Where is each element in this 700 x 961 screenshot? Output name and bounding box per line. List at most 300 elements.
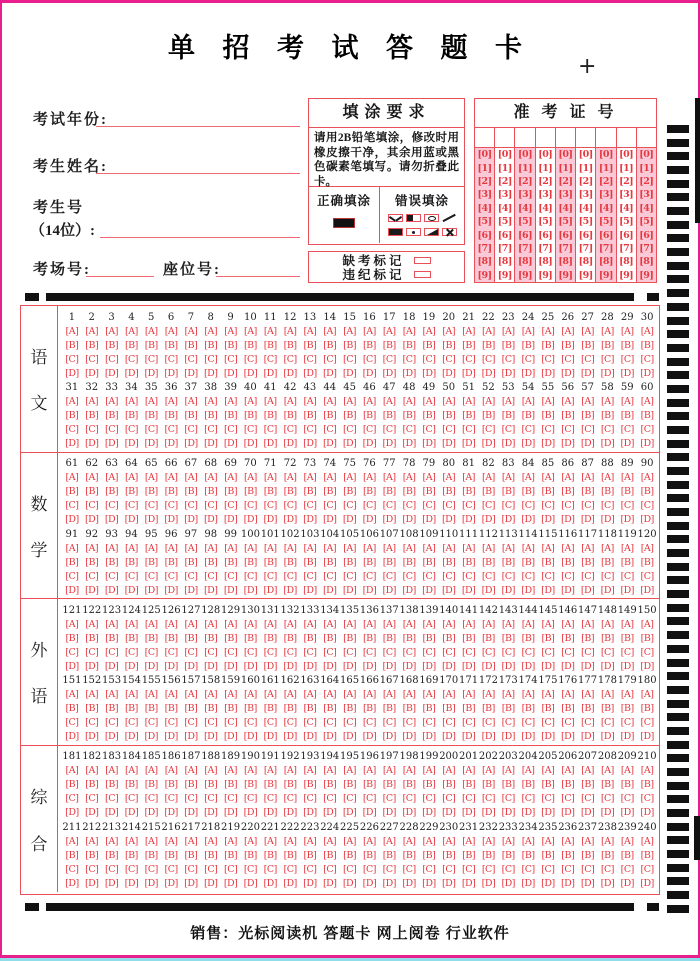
answer-bubble[interactable]: [A] xyxy=(244,618,257,630)
answer-bubble[interactable]: [C] xyxy=(501,500,515,512)
answer-bubble[interactable]: [C] xyxy=(124,717,138,729)
answer-bubble[interactable]: [A] xyxy=(144,689,158,701)
answer-bubble[interactable]: [B] xyxy=(462,410,476,422)
answer-bubble[interactable]: [C] xyxy=(561,717,575,729)
answer-bubble[interactable]: [B] xyxy=(481,556,495,568)
admission-digit-bubble[interactable]: [1] xyxy=(538,162,553,174)
answer-bubble[interactable]: [A] xyxy=(541,835,555,847)
answer-bubble[interactable]: [C] xyxy=(620,500,634,512)
answer-bubble[interactable]: [B] xyxy=(521,632,535,644)
answer-bubble[interactable]: [D] xyxy=(580,367,595,379)
answer-bubble[interactable]: [A] xyxy=(263,835,277,847)
answer-bubble[interactable]: [B] xyxy=(382,339,396,351)
answer-bubble[interactable]: [C] xyxy=(362,646,376,658)
answer-bubble[interactable]: [B] xyxy=(144,779,158,791)
answer-bubble[interactable]: [A] xyxy=(620,618,634,630)
answer-bubble[interactable]: [B] xyxy=(600,779,614,791)
answer-bubble[interactable]: [D] xyxy=(422,367,436,379)
answer-bubble[interactable]: [C] xyxy=(600,570,614,582)
admission-writein-cell[interactable] xyxy=(475,128,495,147)
answer-bubble[interactable]: [B] xyxy=(581,632,595,644)
answer-bubble[interactable]: [C] xyxy=(144,717,158,729)
answer-bubble[interactable]: [B] xyxy=(204,410,218,422)
answer-bubble[interactable]: [B] xyxy=(581,849,595,861)
answer-bubble[interactable]: [A] xyxy=(283,835,297,847)
answer-bubble[interactable]: [A] xyxy=(164,835,178,847)
answer-bubble[interactable]: [B] xyxy=(541,486,555,498)
answer-bubble[interactable]: [A] xyxy=(303,689,317,701)
answer-bubble[interactable]: [A] xyxy=(343,542,356,554)
answer-bubble[interactable]: [C] xyxy=(283,793,297,805)
answer-bubble[interactable]: [D] xyxy=(223,807,238,819)
answer-bubble[interactable]: [C] xyxy=(65,353,79,365)
answer-bubble[interactable]: [D] xyxy=(223,877,238,889)
answer-bubble[interactable]: [C] xyxy=(442,570,456,582)
answer-bubble[interactable]: [D] xyxy=(184,584,198,596)
answer-bubble[interactable]: [B] xyxy=(124,486,138,498)
answer-bubble[interactable]: [D] xyxy=(184,438,198,450)
answer-bubble[interactable]: [A] xyxy=(164,472,178,484)
answer-bubble[interactable]: [D] xyxy=(342,438,357,450)
answer-bubble[interactable]: [C] xyxy=(342,500,357,512)
answer-bubble[interactable]: [D] xyxy=(65,660,79,672)
answer-bubble[interactable]: [B] xyxy=(85,339,99,351)
answer-bubble[interactable]: [C] xyxy=(481,717,495,729)
answer-bubble[interactable]: [A] xyxy=(601,835,614,847)
admission-digit-bubble[interactable]: [0] xyxy=(538,149,553,161)
answer-bubble[interactable]: [B] xyxy=(263,849,277,861)
admission-digit-bubble[interactable]: [6] xyxy=(639,229,654,241)
answer-bubble[interactable]: [D] xyxy=(461,731,476,743)
answer-bubble[interactable]: [B] xyxy=(362,703,376,715)
answer-bubble[interactable]: [A] xyxy=(323,325,337,337)
answer-bubble[interactable]: [B] xyxy=(422,339,436,351)
answer-bubble[interactable]: [D] xyxy=(322,438,337,450)
answer-bubble[interactable]: [D] xyxy=(184,514,198,526)
admission-digit-bubble[interactable]: [6] xyxy=(619,229,634,241)
answer-bubble[interactable]: [A] xyxy=(244,689,257,701)
answer-bubble[interactable]: [D] xyxy=(65,731,79,743)
admission-digit-bubble[interactable]: [1] xyxy=(639,162,654,174)
answer-bubble[interactable]: [D] xyxy=(362,584,377,596)
answer-bubble[interactable]: [A] xyxy=(482,472,495,484)
answer-bubble[interactable]: [D] xyxy=(223,367,238,379)
answer-bubble[interactable]: [A] xyxy=(382,325,396,337)
answer-bubble[interactable]: [D] xyxy=(640,367,654,379)
answer-bubble[interactable]: [C] xyxy=(223,570,238,582)
answer-bubble[interactable]: [D] xyxy=(283,877,297,889)
answer-bubble[interactable]: [B] xyxy=(521,556,535,568)
answer-bubble[interactable]: [B] xyxy=(402,410,416,422)
answer-bubble[interactable]: [A] xyxy=(442,689,456,701)
answer-bubble[interactable]: [C] xyxy=(184,863,198,875)
answer-bubble[interactable]: [C] xyxy=(204,863,218,875)
answer-bubble[interactable]: [A] xyxy=(363,765,376,777)
answer-bubble[interactable]: [A] xyxy=(125,765,138,777)
answer-bubble[interactable]: [C] xyxy=(184,570,198,582)
answer-bubble[interactable]: [A] xyxy=(501,835,515,847)
answer-bubble[interactable]: [D] xyxy=(541,807,555,819)
answer-bubble[interactable]: [A] xyxy=(65,765,79,777)
admission-digit-bubble[interactable]: [1] xyxy=(578,162,593,174)
answer-bubble[interactable]: [C] xyxy=(541,500,555,512)
answer-bubble[interactable]: [D] xyxy=(243,877,258,889)
answer-bubble[interactable]: [A] xyxy=(65,618,79,630)
answer-bubble[interactable]: [D] xyxy=(342,367,357,379)
answer-bubble[interactable]: [C] xyxy=(580,500,595,512)
answer-bubble[interactable]: [D] xyxy=(263,877,277,889)
answer-bubble[interactable]: [C] xyxy=(442,717,456,729)
admission-digit-bubble[interactable]: [3] xyxy=(558,189,573,201)
answer-bubble[interactable]: [A] xyxy=(125,618,138,630)
answer-bubble[interactable]: [D] xyxy=(402,660,416,672)
answer-bubble[interactable]: [D] xyxy=(600,731,615,743)
answer-bubble[interactable]: [A] xyxy=(283,765,297,777)
answer-bubble[interactable]: [A] xyxy=(482,618,495,630)
answer-bubble[interactable]: [C] xyxy=(204,793,218,805)
answer-bubble[interactable]: [D] xyxy=(441,438,456,450)
answer-bubble[interactable]: [C] xyxy=(124,353,138,365)
answer-bubble[interactable]: [D] xyxy=(580,877,595,889)
answer-bubble[interactable]: [B] xyxy=(65,556,79,568)
answer-bubble[interactable]: [B] xyxy=(442,632,456,644)
answer-bubble[interactable]: [C] xyxy=(501,646,515,658)
answer-bubble[interactable]: [B] xyxy=(204,632,218,644)
answer-bubble[interactable]: [B] xyxy=(402,703,416,715)
answer-bubble[interactable]: [C] xyxy=(382,353,396,365)
answer-bubble[interactable]: [C] xyxy=(481,424,495,436)
answer-bubble[interactable]: [C] xyxy=(204,424,218,436)
answer-bubble[interactable]: [C] xyxy=(362,863,376,875)
answer-bubble[interactable]: [B] xyxy=(620,632,634,644)
answer-bubble[interactable]: [A] xyxy=(184,689,198,701)
answer-bubble[interactable]: [B] xyxy=(561,779,575,791)
answer-bubble[interactable]: [B] xyxy=(224,556,238,568)
answer-bubble[interactable]: [D] xyxy=(322,731,337,743)
answer-bubble[interactable]: [B] xyxy=(224,339,238,351)
admission-digit-bubble[interactable]: [4] xyxy=(578,202,593,214)
answer-bubble[interactable]: [D] xyxy=(481,877,496,889)
answer-bubble[interactable]: [D] xyxy=(164,514,178,526)
answer-bubble[interactable]: [D] xyxy=(164,731,178,743)
answer-bubble[interactable]: [B] xyxy=(481,779,495,791)
answer-bubble[interactable]: [B] xyxy=(224,410,238,422)
answer-bubble[interactable]: [C] xyxy=(541,424,555,436)
answer-bubble[interactable]: [B] xyxy=(65,339,79,351)
answer-bubble[interactable]: [B] xyxy=(263,632,277,644)
answer-bubble[interactable]: [A] xyxy=(244,835,257,847)
answer-bubble[interactable]: [B] xyxy=(581,779,595,791)
answer-bubble[interactable]: [B] xyxy=(561,486,575,498)
answer-bubble[interactable]: [A] xyxy=(382,396,396,408)
answer-bubble[interactable]: [C] xyxy=(144,424,158,436)
answer-bubble[interactable]: [D] xyxy=(84,660,99,672)
answer-bubble[interactable]: [C] xyxy=(85,570,99,582)
answer-bubble[interactable]: [B] xyxy=(501,410,515,422)
answer-bubble[interactable]: [B] xyxy=(382,410,396,422)
answer-bubble[interactable]: [A] xyxy=(402,835,416,847)
answer-bubble[interactable]: [D] xyxy=(461,877,476,889)
answer-bubble[interactable]: [B] xyxy=(521,779,535,791)
answer-bubble[interactable]: [C] xyxy=(461,424,476,436)
answer-bubble[interactable]: [C] xyxy=(422,863,436,875)
admission-digit-bubble[interactable]: [5] xyxy=(578,216,593,228)
answer-bubble[interactable]: [C] xyxy=(85,646,99,658)
answer-bubble[interactable]: [B] xyxy=(422,632,436,644)
answer-bubble[interactable]: [D] xyxy=(104,807,119,819)
answer-bubble[interactable]: [A] xyxy=(640,765,654,777)
answer-bubble[interactable]: [C] xyxy=(65,570,79,582)
answer-bubble[interactable]: [C] xyxy=(402,424,416,436)
answer-bubble[interactable]: [D] xyxy=(144,514,158,526)
answer-bubble[interactable]: [D] xyxy=(422,584,436,596)
answer-bubble[interactable]: [D] xyxy=(303,514,317,526)
answer-bubble[interactable]: [A] xyxy=(501,765,515,777)
answer-bubble[interactable]: [A] xyxy=(601,472,614,484)
answer-bubble[interactable]: [C] xyxy=(620,646,634,658)
answer-bubble[interactable]: [B] xyxy=(442,779,456,791)
admission-digit-bubble[interactable]: [7] xyxy=(538,243,553,255)
answer-bubble[interactable]: [A] xyxy=(125,835,138,847)
answer-bubble[interactable]: [C] xyxy=(521,353,535,365)
answer-bubble[interactable]: [D] xyxy=(501,367,515,379)
answer-bubble[interactable]: [D] xyxy=(342,807,357,819)
answer-bubble[interactable]: [D] xyxy=(322,807,337,819)
answer-bubble[interactable]: [B] xyxy=(462,556,476,568)
answer-bubble[interactable]: [A] xyxy=(85,835,99,847)
answer-bubble[interactable]: [A] xyxy=(105,542,118,554)
admission-digit-bubble[interactable]: [9] xyxy=(517,269,533,281)
admission-digit-bubble[interactable]: [6] xyxy=(477,229,492,241)
answer-bubble[interactable]: [D] xyxy=(620,660,634,672)
answer-bubble[interactable]: [D] xyxy=(104,660,119,672)
answer-bubble[interactable]: [B] xyxy=(541,556,555,568)
answer-bubble[interactable]: [D] xyxy=(203,877,218,889)
answer-bubble[interactable]: [C] xyxy=(521,793,535,805)
answer-bubble[interactable]: [C] xyxy=(640,500,654,512)
admission-digit-bubble[interactable]: [5] xyxy=(598,216,613,228)
answer-bubble[interactable]: [A] xyxy=(462,765,475,777)
answer-bubble[interactable]: [C] xyxy=(243,500,257,512)
answer-bubble[interactable]: [D] xyxy=(164,660,178,672)
answer-bubble[interactable]: [B] xyxy=(124,410,138,422)
answer-bubble[interactable]: [D] xyxy=(501,514,515,526)
answer-bubble[interactable]: [C] xyxy=(243,717,257,729)
answer-bubble[interactable]: [C] xyxy=(422,646,436,658)
answer-bubble[interactable]: [A] xyxy=(65,472,79,484)
answer-bubble[interactable]: [B] xyxy=(164,779,178,791)
answer-bubble[interactable]: [C] xyxy=(303,863,317,875)
answer-bubble[interactable]: [A] xyxy=(442,325,456,337)
answer-bubble[interactable]: [D] xyxy=(441,660,456,672)
answer-bubble[interactable]: [B] xyxy=(442,339,456,351)
admission-writein-cell[interactable] xyxy=(556,128,576,147)
admission-digit-bubble[interactable]: [9] xyxy=(497,269,512,281)
admission-digit-bubble[interactable]: [7] xyxy=(497,243,512,255)
answer-bubble[interactable]: [D] xyxy=(124,660,139,672)
answer-bubble[interactable]: [C] xyxy=(561,646,575,658)
answer-bubble[interactable]: [A] xyxy=(184,396,198,408)
answer-bubble[interactable]: [B] xyxy=(362,632,376,644)
answer-bubble[interactable]: [D] xyxy=(441,584,456,596)
answer-bubble[interactable]: [D] xyxy=(283,438,297,450)
admission-digit-bubble[interactable]: [1] xyxy=(619,162,634,174)
answer-bubble[interactable]: [C] xyxy=(600,353,614,365)
answer-bubble[interactable]: [B] xyxy=(600,486,614,498)
answer-bubble[interactable]: [D] xyxy=(501,731,515,743)
answer-bubble[interactable]: [A] xyxy=(581,325,594,337)
answer-bubble[interactable]: [A] xyxy=(85,472,99,484)
answer-bubble[interactable]: [C] xyxy=(65,424,79,436)
answer-bubble[interactable]: [D] xyxy=(422,807,436,819)
answer-bubble[interactable]: [B] xyxy=(65,410,79,422)
answer-bubble[interactable]: [D] xyxy=(303,731,317,743)
answer-bubble[interactable]: [B] xyxy=(303,632,317,644)
answer-bubble[interactable]: [B] xyxy=(164,556,178,568)
answer-bubble[interactable]: [D] xyxy=(541,660,555,672)
answer-bubble[interactable]: [B] xyxy=(65,849,79,861)
answer-bubble[interactable]: [A] xyxy=(323,689,337,701)
answer-bubble[interactable]: [B] xyxy=(124,779,138,791)
answer-bubble[interactable]: [C] xyxy=(422,353,436,365)
answer-bubble[interactable]: [A] xyxy=(501,396,515,408)
answer-bubble[interactable]: [B] xyxy=(124,632,138,644)
answer-bubble[interactable]: [C] xyxy=(303,646,317,658)
answer-bubble[interactable]: [D] xyxy=(65,367,79,379)
answer-bubble[interactable]: [B] xyxy=(541,703,555,715)
answer-bubble[interactable]: [A] xyxy=(204,472,218,484)
admission-digit-bubble[interactable]: [3] xyxy=(619,189,634,201)
answer-bubble[interactable]: [D] xyxy=(283,660,297,672)
answer-bubble[interactable]: [B] xyxy=(105,849,119,861)
answer-bubble[interactable]: [C] xyxy=(164,863,178,875)
answer-bubble[interactable]: [A] xyxy=(343,396,356,408)
answer-bubble[interactable]: [A] xyxy=(323,542,337,554)
admission-digit-bubble[interactable]: [4] xyxy=(497,202,512,214)
answer-bubble[interactable]: [D] xyxy=(501,807,515,819)
answer-bubble[interactable]: [B] xyxy=(144,703,158,715)
answer-bubble[interactable]: [D] xyxy=(342,660,357,672)
answer-bubble[interactable]: [A] xyxy=(561,396,575,408)
answer-bubble[interactable]: [A] xyxy=(125,689,138,701)
admission-digit-bubble[interactable]: [3] xyxy=(538,189,553,201)
answer-bubble[interactable]: [B] xyxy=(303,339,317,351)
answer-bubble[interactable]: [D] xyxy=(402,877,416,889)
admission-digit-bubble[interactable]: [4] xyxy=(538,202,553,214)
answer-bubble[interactable]: [A] xyxy=(164,689,178,701)
answer-bubble[interactable]: [B] xyxy=(323,556,337,568)
admission-digit-bubble[interactable]: [8] xyxy=(477,256,492,268)
answer-bubble[interactable]: [C] xyxy=(580,646,595,658)
answer-bubble[interactable]: [D] xyxy=(243,584,258,596)
admission-digit-bubble[interactable]: [0] xyxy=(497,149,512,161)
answer-bubble[interactable]: [B] xyxy=(462,703,476,715)
answer-bubble[interactable]: [A] xyxy=(541,472,555,484)
admission-digit-bubble[interactable]: [5] xyxy=(497,216,512,228)
answer-bubble[interactable]: [D] xyxy=(124,877,139,889)
answer-bubble[interactable]: [D] xyxy=(124,514,139,526)
answer-bubble[interactable]: [A] xyxy=(541,618,555,630)
answer-bubble[interactable]: [C] xyxy=(541,646,555,658)
answer-bubble[interactable]: [A] xyxy=(382,835,396,847)
answer-bubble[interactable]: [D] xyxy=(84,731,99,743)
answer-bubble[interactable]: [C] xyxy=(640,717,654,729)
answer-bubble[interactable]: [D] xyxy=(164,584,178,596)
answer-bubble[interactable]: [C] xyxy=(323,353,337,365)
answer-bubble[interactable]: [C] xyxy=(104,500,119,512)
answer-bubble[interactable]: [B] xyxy=(263,556,277,568)
answer-bubble[interactable]: [D] xyxy=(223,584,238,596)
answer-bubble[interactable]: [B] xyxy=(362,486,376,498)
answer-bubble[interactable]: [A] xyxy=(402,689,416,701)
answer-bubble[interactable]: [B] xyxy=(343,339,357,351)
answer-bubble[interactable]: [B] xyxy=(224,703,238,715)
answer-bubble[interactable]: [C] xyxy=(382,424,396,436)
answer-bubble[interactable]: [D] xyxy=(342,877,357,889)
answer-bubble[interactable]: [C] xyxy=(342,570,357,582)
answer-bubble[interactable]: [C] xyxy=(65,793,79,805)
answer-bubble[interactable]: [C] xyxy=(65,500,79,512)
answer-bubble[interactable]: [A] xyxy=(521,689,535,701)
admission-digit-bubble[interactable]: [1] xyxy=(558,162,573,174)
answer-bubble[interactable]: [B] xyxy=(343,556,357,568)
answer-bubble[interactable]: [B] xyxy=(204,556,218,568)
answer-bubble[interactable]: [A] xyxy=(363,472,376,484)
answer-bubble[interactable]: [D] xyxy=(620,438,634,450)
answer-bubble[interactable]: [D] xyxy=(263,731,277,743)
answer-bubble[interactable]: [B] xyxy=(481,410,495,422)
answer-bubble[interactable]: [D] xyxy=(422,438,436,450)
answer-bubble[interactable]: [D] xyxy=(65,807,79,819)
admission-digit-bubble[interactable]: [0] xyxy=(598,149,613,161)
answer-bubble[interactable]: [B] xyxy=(402,339,416,351)
answer-bubble[interactable]: [B] xyxy=(600,703,614,715)
answer-bubble[interactable]: [D] xyxy=(223,514,238,526)
answer-bubble[interactable]: [C] xyxy=(382,793,396,805)
answer-bubble[interactable]: [D] xyxy=(402,584,416,596)
answer-bubble[interactable]: [B] xyxy=(204,849,218,861)
answer-bubble[interactable]: [B] xyxy=(541,632,555,644)
answer-bubble[interactable]: [C] xyxy=(283,570,297,582)
answer-bubble[interactable]: [D] xyxy=(580,514,595,526)
answer-bubble[interactable]: [B] xyxy=(243,703,257,715)
answer-bubble[interactable]: [B] xyxy=(640,779,654,791)
answer-bubble[interactable]: [A] xyxy=(462,542,475,554)
answer-bubble[interactable]: [C] xyxy=(323,570,337,582)
answer-bubble[interactable]: [D] xyxy=(620,877,634,889)
answer-bubble[interactable]: [A] xyxy=(204,325,218,337)
answer-bubble[interactable]: [B] xyxy=(382,849,396,861)
answer-bubble[interactable]: [D] xyxy=(560,438,575,450)
answer-bubble[interactable]: [B] xyxy=(283,849,297,861)
answer-bubble[interactable]: [A] xyxy=(303,325,317,337)
answer-bubble[interactable]: [D] xyxy=(382,438,396,450)
answer-bubble[interactable]: [D] xyxy=(322,584,337,596)
answer-bubble[interactable]: [A] xyxy=(283,396,297,408)
answer-bubble[interactable]: [D] xyxy=(164,877,178,889)
answer-bubble[interactable]: [C] xyxy=(481,646,495,658)
answer-bubble[interactable]: [D] xyxy=(362,367,377,379)
answer-bubble[interactable]: [A] xyxy=(462,396,475,408)
answer-bubble[interactable]: [D] xyxy=(640,438,654,450)
admission-digit-bubble[interactable]: [2] xyxy=(517,176,533,188)
admission-digit-bubble[interactable]: [2] xyxy=(598,176,613,188)
seat-no-input[interactable] xyxy=(216,258,300,277)
answer-bubble[interactable]: [A] xyxy=(283,542,297,554)
admission-digit-bubble[interactable]: [0] xyxy=(477,149,492,161)
answer-bubble[interactable]: [B] xyxy=(581,339,595,351)
answer-bubble[interactable]: [C] xyxy=(402,353,416,365)
